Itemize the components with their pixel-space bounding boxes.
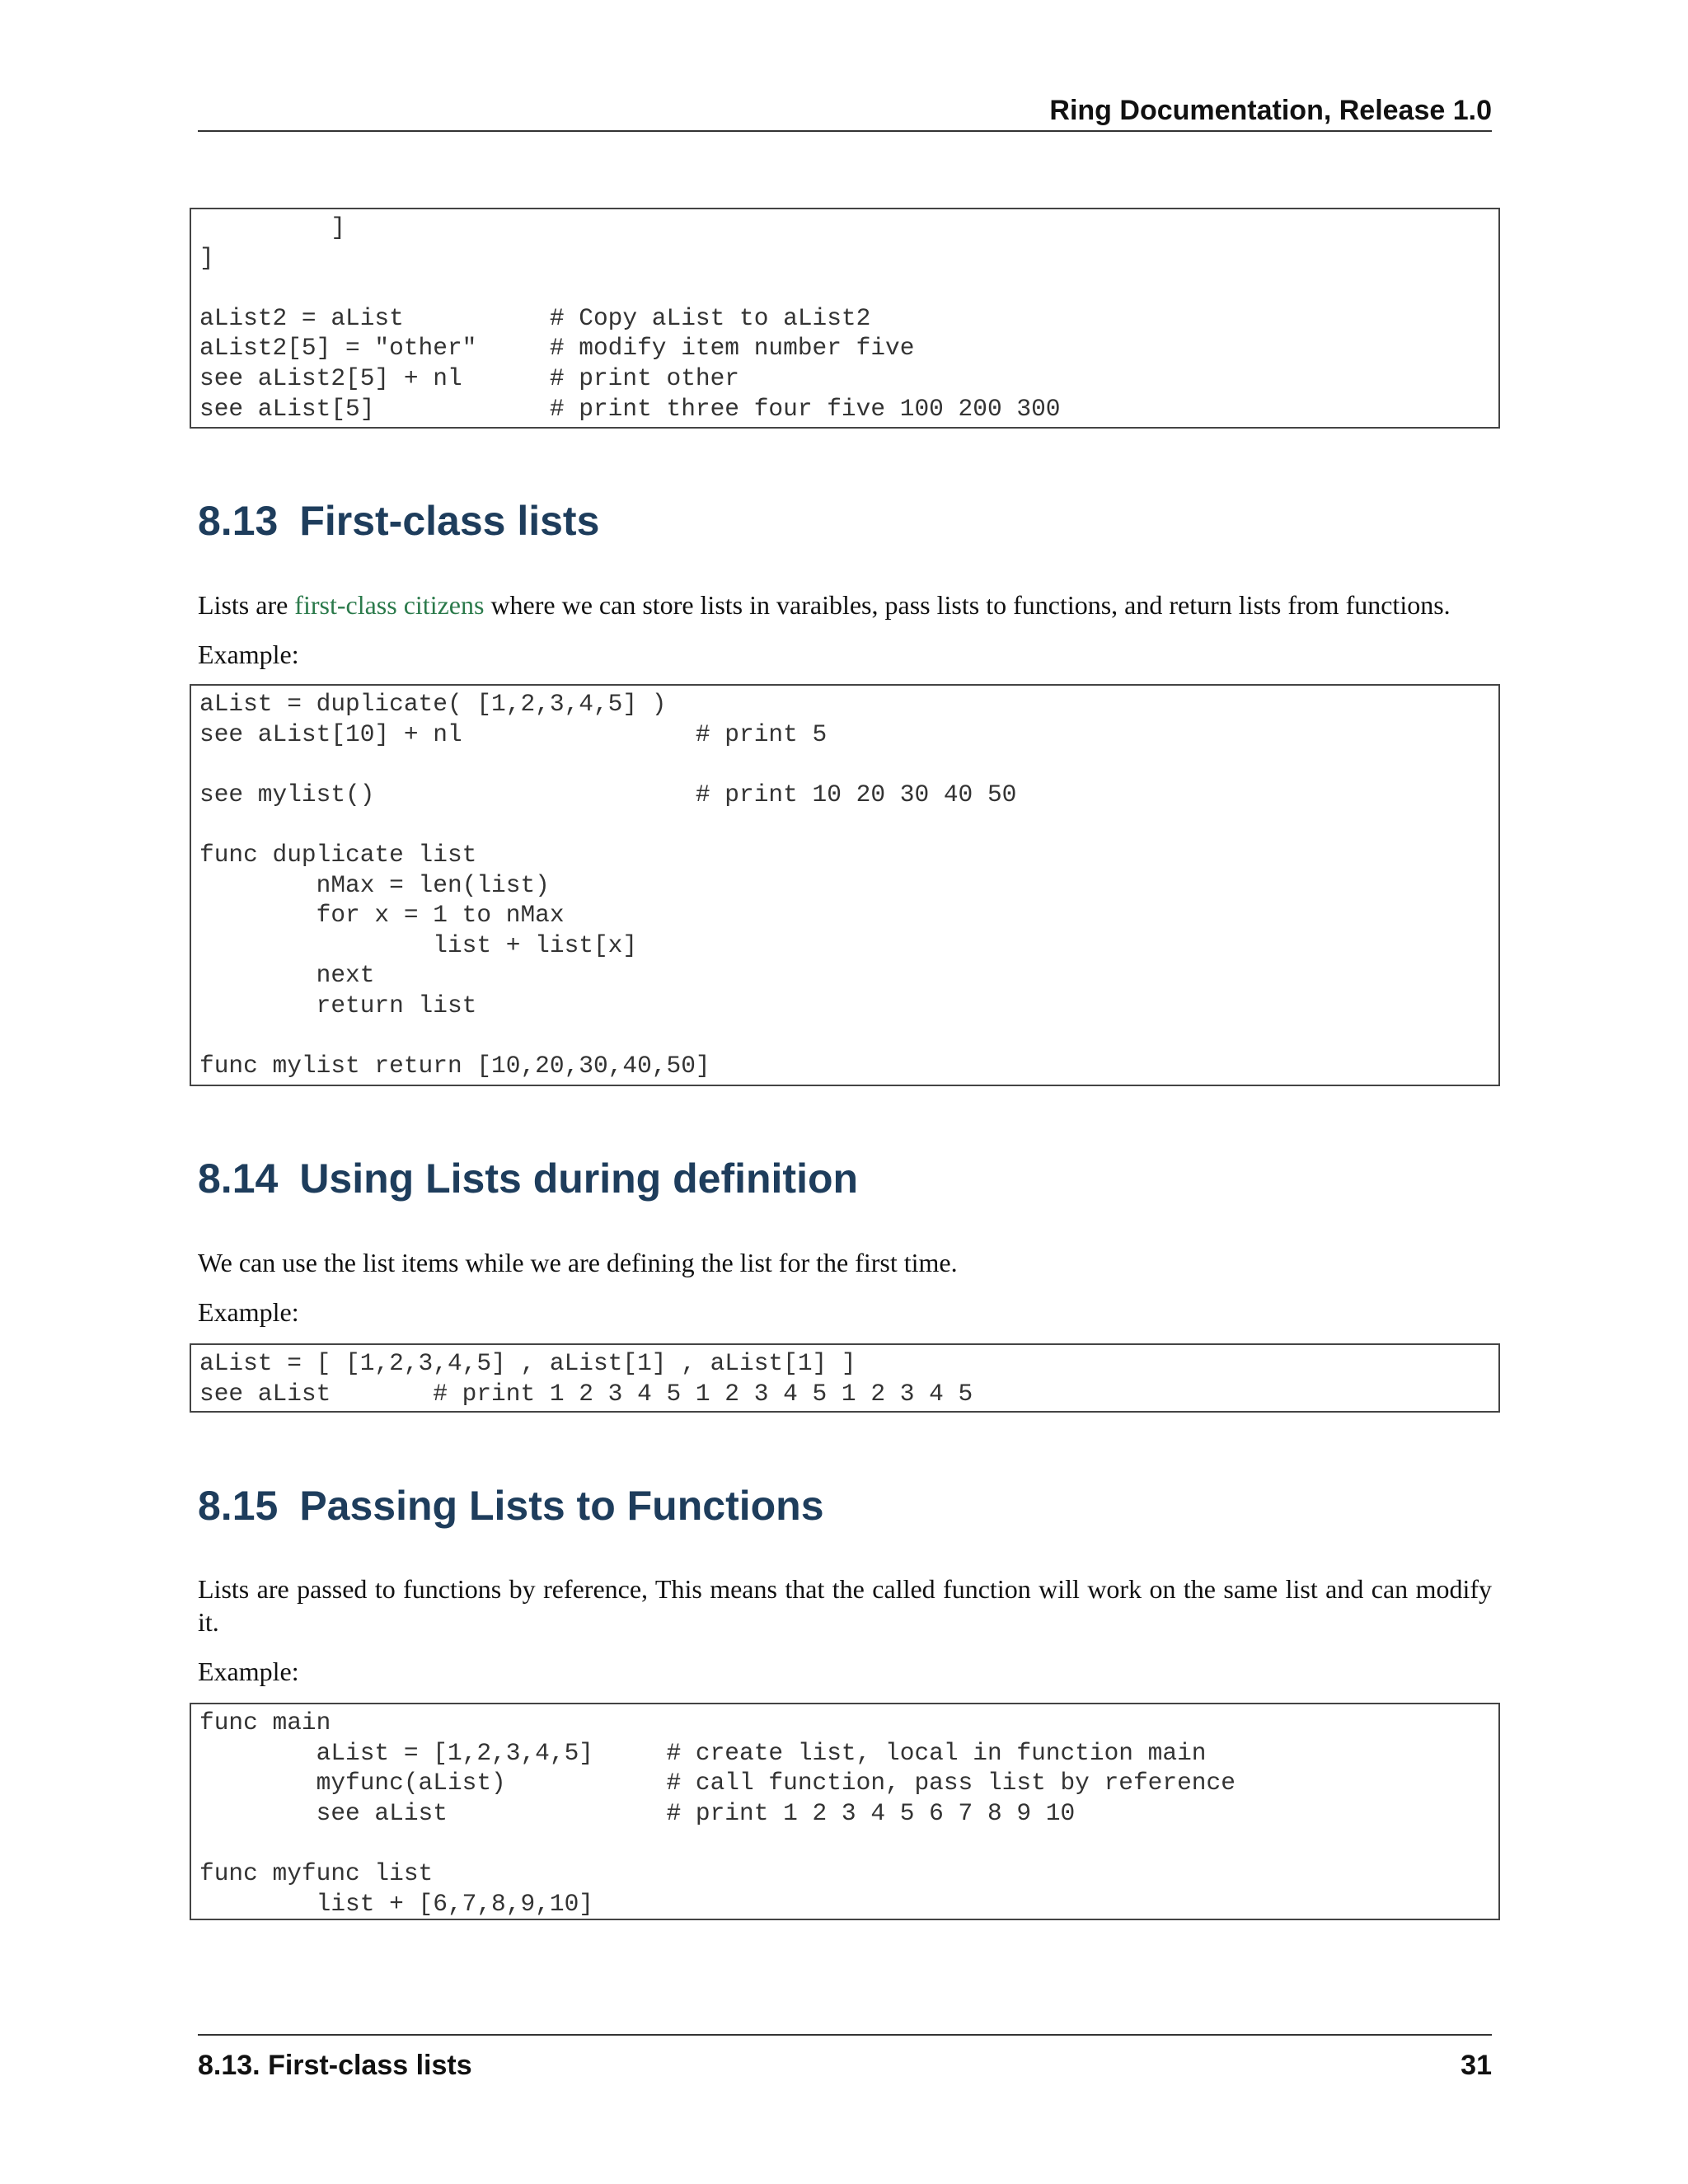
example-label: Example: bbox=[198, 1297, 299, 1327]
page-number: 31 bbox=[1461, 2050, 1492, 2081]
paragraph-text: Lists are bbox=[198, 590, 295, 620]
section-title: Using Lists during definition bbox=[299, 1155, 859, 1202]
code-block-first-class: aList = duplicate( [1,2,3,4,5] ) see aList[10] + nl # print 5 see mylist() # print 10 20 30 40 50 func duplicate list nMax = len(list) for x = 1 to nMax list + list[x] next return list func mylist return [10,20,30,40,50] bbox=[190, 684, 1500, 1086]
section-heading-8-14 bbox=[198, 1154, 858, 1203]
first-class-citizens-link[interactable]: first-class citizens bbox=[294, 590, 485, 620]
code-block-during-definition: aList = [ [1,2,3,4,5] , aList[1] , aList[1] ] see aList # print 1 2 3 4 5 1 2 3 4 5 1 2 3 4 5 bbox=[190, 1343, 1500, 1413]
paragraph-during-definition: We can use the list items while we are defining the list for the first time. bbox=[198, 1248, 958, 1277]
section-title: Passing Lists to Functions bbox=[299, 1483, 824, 1529]
example-label: Example: bbox=[198, 640, 299, 669]
section-title: First-class lists bbox=[299, 498, 600, 544]
section-heading-8-15 bbox=[198, 1481, 824, 1530]
example-label: Example: bbox=[198, 1657, 299, 1686]
paragraph-first-class bbox=[198, 588, 1492, 621]
section-number: 8.14 bbox=[198, 1155, 279, 1202]
section-number: 8.13 bbox=[198, 498, 279, 544]
code-block-passing-lists: func main aList = [1,2,3,4,5] # create list, local in function main myfunc(aList) # call function, pass list by reference see aList # print 1 2 3 4 5 6 7 8 9 10 func myfunc list list + [6,7,8,9,10] bbox=[190, 1703, 1500, 1920]
page-header bbox=[198, 92, 1492, 132]
section-number: 8.15 bbox=[198, 1483, 279, 1529]
code-block-copy-list: ] ] aList2 = aList # Copy aList to aList2 aList2[5] = "other" # modify item number five see aList2[5] + nl # print other see aList[5] # print three four five 100 200 300 bbox=[190, 208, 1500, 429]
page-footer bbox=[198, 2034, 1492, 2081]
paragraph-passing-lists: Lists are passed to functions by reference, This means that the called function will work on the same list and can modify it. bbox=[198, 1574, 1492, 1637]
footer-section: 8.13. First-class lists bbox=[198, 2050, 472, 2081]
header-title: Ring Documentation, Release 1.0 bbox=[1049, 95, 1492, 126]
paragraph-text: where we can store lists in varaibles, pass lists to functions, and return lists from functions. bbox=[484, 590, 1451, 620]
section-heading-8-13 bbox=[198, 496, 599, 546]
